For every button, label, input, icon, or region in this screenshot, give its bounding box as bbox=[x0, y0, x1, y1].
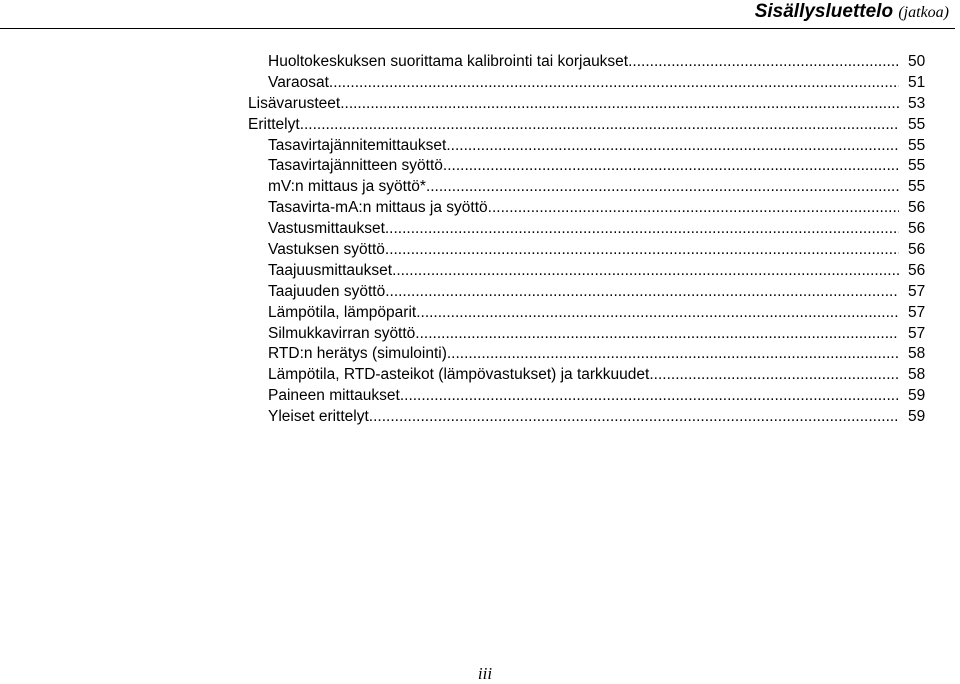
toc-entry[interactable] bbox=[268, 52, 899, 73]
footer-page-number: iii bbox=[477, 664, 493, 683]
toc-row bbox=[0, 240, 960, 261]
toc-entry-page: 58 bbox=[908, 345, 926, 363]
toc-entry-label: Paineen mittaukset bbox=[268, 387, 400, 405]
toc-row bbox=[0, 407, 960, 428]
dot-leader bbox=[369, 407, 899, 428]
toc-entry-page: 56 bbox=[908, 199, 926, 217]
toc-entry[interactable] bbox=[268, 240, 899, 261]
toc-entry-label: Vastusmittaukset bbox=[268, 220, 385, 238]
header-title-text: Sisällysluettelo bbox=[754, 1, 894, 22]
toc-row bbox=[0, 73, 960, 94]
toc-entry-page: 51 bbox=[908, 73, 926, 91]
toc-entry-label: Vastuksen syöttö bbox=[268, 241, 385, 259]
toc-entry-label: RTD:n herätys (simulointi) bbox=[268, 345, 447, 363]
toc-entry[interactable] bbox=[268, 136, 899, 157]
dot-leader bbox=[447, 344, 899, 365]
header-subtitle: (jatkoa) bbox=[898, 4, 949, 21]
toc-entry[interactable] bbox=[268, 198, 899, 219]
toc-row bbox=[0, 303, 960, 324]
toc-entry-page: 57 bbox=[908, 324, 926, 342]
toc-entry-label: Huoltokeskuksen suorittama kalibrointi tai korjaukset bbox=[268, 53, 629, 70]
toc-entry-label: Taajuusmittaukset bbox=[268, 261, 393, 279]
toc-entry-page: 56 bbox=[908, 220, 926, 238]
toc-entry[interactable] bbox=[268, 303, 899, 324]
dot-leader bbox=[300, 115, 899, 136]
toc-entry-page: 57 bbox=[908, 282, 926, 300]
dot-leader bbox=[340, 94, 899, 115]
toc-row bbox=[0, 261, 960, 282]
toc-entry-label: Lisävarusteet bbox=[248, 94, 341, 112]
toc-row bbox=[0, 365, 960, 386]
toc-entry-page: 59 bbox=[908, 387, 926, 405]
toc-row bbox=[0, 219, 960, 240]
toc-row bbox=[0, 156, 960, 177]
toc-entry-page: 55 bbox=[908, 178, 926, 196]
toc-row bbox=[0, 136, 960, 157]
toc-row bbox=[0, 177, 960, 198]
dot-leader bbox=[446, 136, 899, 157]
toc-entry-label: Tasavirta-mA:n mittaus ja syöttö bbox=[268, 199, 488, 217]
toc-row bbox=[0, 344, 960, 365]
header-title bbox=[755, 1, 949, 24]
toc-entry-label: Lämpötila, RTD-asteikot (lämpövastukset) ja tarkkuudet bbox=[268, 366, 650, 384]
toc-entry[interactable] bbox=[268, 344, 899, 365]
toc-entry-page: 53 bbox=[908, 94, 926, 112]
toc-entry[interactable] bbox=[248, 94, 899, 115]
toc-entry[interactable] bbox=[268, 261, 899, 282]
toc-entry[interactable] bbox=[268, 365, 899, 386]
toc-entry-label: Silmukkavirran syöttö bbox=[268, 324, 416, 342]
toc-row bbox=[0, 94, 960, 115]
toc-entry[interactable] bbox=[268, 386, 899, 407]
toc-entry[interactable] bbox=[268, 282, 899, 303]
toc-entry[interactable] bbox=[268, 177, 899, 198]
toc-entry-page: 55 bbox=[908, 157, 926, 175]
dot-leader bbox=[649, 365, 899, 386]
toc-entry-page: 50 bbox=[908, 53, 926, 70]
dot-leader bbox=[385, 282, 899, 303]
toc-entry-page: 57 bbox=[908, 303, 926, 321]
toc-entry-label: Tasavirtajännitemittaukset bbox=[268, 136, 447, 154]
dot-leader bbox=[488, 198, 899, 219]
toc-row bbox=[0, 115, 960, 136]
table-of-contents bbox=[0, 52, 960, 428]
toc-entry-label: Tasavirtajännitteen syöttö bbox=[268, 157, 443, 175]
toc-entry[interactable] bbox=[268, 407, 899, 428]
toc-entry-label: Varaosat bbox=[268, 73, 329, 91]
toc-entry-page: 56 bbox=[908, 261, 926, 279]
toc-entry[interactable] bbox=[268, 156, 899, 177]
toc-entry-page: 56 bbox=[908, 241, 926, 259]
toc-entry-page: 55 bbox=[908, 136, 926, 154]
dot-leader bbox=[385, 240, 899, 261]
toc-row bbox=[0, 198, 960, 219]
dot-leader bbox=[392, 261, 899, 282]
dot-leader bbox=[385, 219, 899, 240]
dot-leader bbox=[628, 52, 899, 73]
dot-leader bbox=[443, 156, 899, 177]
page-header bbox=[0, 0, 955, 29]
dot-leader bbox=[415, 324, 899, 345]
toc-entry-label: mV:n mittaus ja syöttö* bbox=[268, 178, 426, 196]
toc-row bbox=[0, 324, 960, 345]
dot-leader bbox=[400, 386, 899, 407]
toc-entry-page: 59 bbox=[908, 408, 926, 426]
toc-entry-page: 58 bbox=[908, 366, 926, 384]
toc-entry[interactable] bbox=[268, 73, 899, 94]
toc-entry[interactable] bbox=[268, 324, 899, 345]
toc-entry-label: Yleiset erittelyt bbox=[268, 408, 369, 426]
toc-row bbox=[0, 282, 960, 303]
toc-row bbox=[0, 386, 960, 407]
toc-entry-label: Erittelyt bbox=[248, 115, 300, 133]
dot-leader bbox=[416, 303, 899, 324]
dot-leader bbox=[329, 73, 899, 94]
toc-entry[interactable] bbox=[248, 115, 899, 136]
toc-entry-label: Lämpötila, lämpöparit bbox=[268, 303, 417, 321]
toc-entry-label: Taajuuden syöttö bbox=[268, 282, 386, 300]
toc-entry[interactable] bbox=[268, 219, 899, 240]
dot-leader bbox=[426, 177, 899, 198]
toc-row bbox=[0, 52, 960, 73]
toc-entry-page: 55 bbox=[908, 115, 926, 133]
